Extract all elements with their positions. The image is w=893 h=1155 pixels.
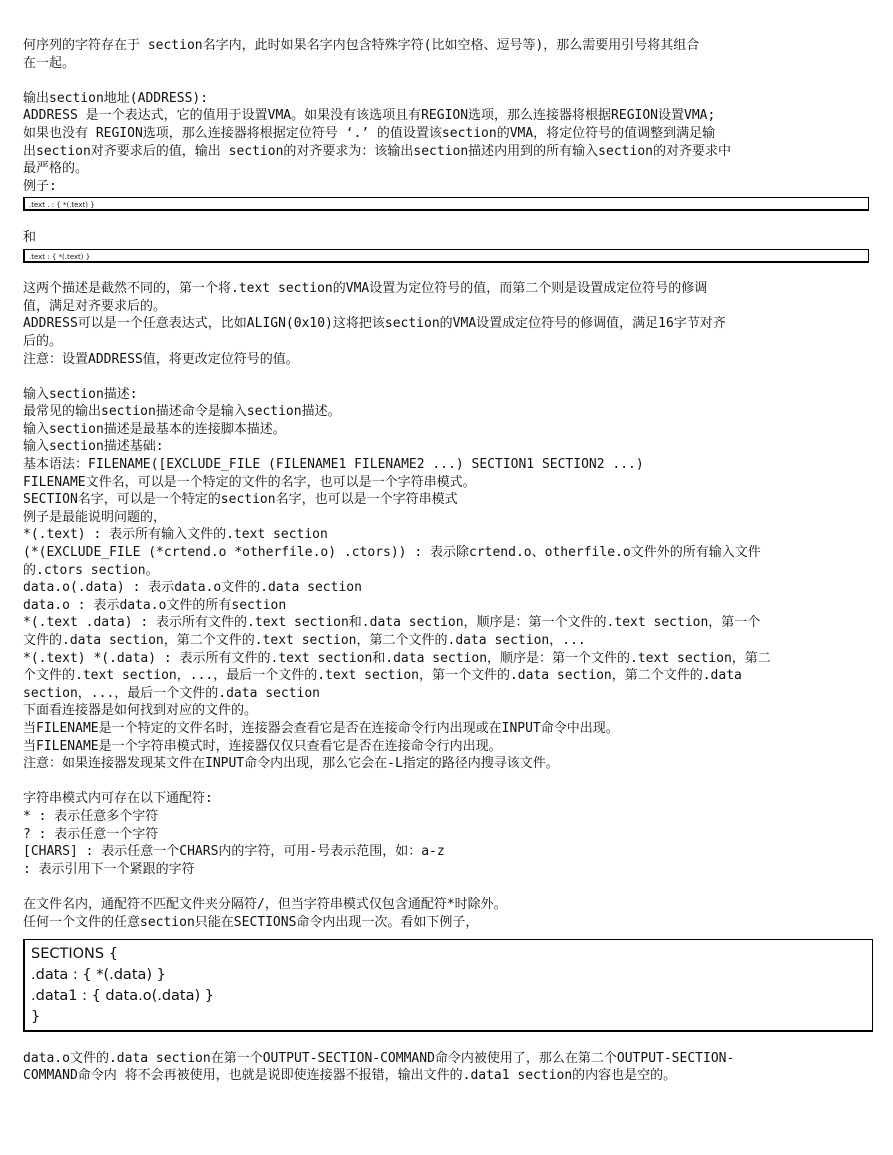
code-line: .data : { *(.data) }: [31, 967, 166, 984]
paragraph-gap: [23, 1032, 873, 1050]
code-line: SECTIONS {: [31, 946, 118, 963]
text-line: 后的。: [23, 333, 63, 349]
text-line: FILENAME文件名，可以是一个特定的文件的名字，也可以是一个字符串模式。: [23, 474, 476, 490]
paragraph: [23, 229, 873, 247]
code-line: .data1 : { data.o(.data) }: [31, 988, 214, 1005]
paragraph: [23, 37, 873, 72]
text-line: 注意：如果连接器发现某文件在INPUT命令内出现，那么它会在-L指定的路径内搜寻该文件。: [23, 756, 559, 772]
text-line: 当FILENAME是一个字符串模式时，连接器仅仅只查看它是否在连接命令行内出现。: [23, 738, 502, 754]
text-line: * : 表示任意多个字符: [23, 808, 159, 824]
text-line: 当FILENAME是一个特定的文件名时，连接器会查看它是否在连接命令行内出现或在INPUT命令中出现。: [23, 720, 619, 736]
text-line: data.o : 表示data.o文件的所有section: [23, 597, 287, 613]
text-line: 输出section地址(ADDRESS):: [23, 90, 209, 106]
text-line: 文件的.data section，第二个文件的.text section，第二个文件的.data section，...: [23, 633, 586, 648]
text-line: 基本语法：FILENAME([EXCLUDE_FILE (FILENAME1 FILENAME2 ...) SECTION1 SECTION2 ...): [23, 457, 644, 473]
text-line: 最严格的。: [23, 161, 89, 177]
text-line: ADDRESS 是一个表达式，它的值用于设置VMA。如果没有该选项且有REGION选项，那么连接器将根据REGION设置VMA;: [23, 108, 716, 124]
paragraph: [23, 90, 873, 196]
paragraph: [23, 386, 873, 773]
text-line: 下面看连接器是如何找到对应的文件的。: [23, 703, 258, 719]
paragraph: [23, 1050, 873, 1085]
text-line: [CHARS] : 表示任意一个CHARS内的字符，可用-号表示范围，如：a-z: [23, 844, 445, 860]
paragraph-gap: [23, 878, 873, 896]
code-snippet: .text . : { *(.text) }: [23, 197, 869, 211]
text-line: 这两个描述是截然不同的，第一个将.text section的VMA设置为定位符号的值，而第二个则是设置成定位符号的修调: [23, 281, 708, 297]
paragraph-gap: [23, 263, 873, 281]
paragraph-gap: [23, 72, 873, 90]
text-line: 如果也没有 REGION选项，那么连接器将根据定位符号 ‘.’ 的值设置该section的VMA，将定位符号的值调整到满足输: [23, 125, 716, 141]
text-line: 和: [23, 229, 37, 245]
text-line: SECTION名字，可以是一个特定的section名字，也可以是一个字符串模式: [23, 492, 458, 508]
paragraph-gap: [23, 211, 873, 229]
code-block: [23, 939, 873, 1032]
text-line: 出section对齐要求后的值，输出 section的对齐要求为：该输出section描述内用到的所有输入section的对齐要求中: [23, 143, 731, 159]
paragraph-gap: [23, 368, 873, 386]
text-line: 何序列的字符存在于 section名字内，此时如果名字内包含特殊字符(比如空格、逗号等)，那么需要用引号将其组合: [23, 38, 700, 53]
text-line: section，...，最后一个文件的.data section: [23, 685, 321, 701]
text-line: 例子:: [23, 178, 57, 194]
code-line: }: [31, 1009, 41, 1026]
paragraph-gap: [23, 773, 873, 791]
text-line: data.o文件的.data section在第一个OUTPUT-SECTION-COMMAND命令内被使用了，那么在第二个OUTPUT-SECTION-: [23, 1050, 735, 1066]
text-line: 值，满足对齐要求后的。: [23, 298, 167, 314]
text-line: ? : 表示任意一个字符: [23, 826, 159, 842]
document-body: [23, 37, 873, 1085]
text-line: 的.ctors section。: [23, 562, 159, 578]
text-line: 任何一个文件的任意section只能在SECTIONS命令内出现一次。看如下例子，: [23, 914, 479, 930]
paragraph: [23, 280, 873, 368]
text-line: 个文件的.text section，...，最后一个文件的.text section，第一个文件的.data section，第二个文件的.data: [23, 668, 742, 684]
text-line: 在一起。: [23, 55, 76, 71]
text-line: ADDRESS可以是一个任意表达式，比如ALIGN(0x10)这将把该section的VMA设置成定位符号的修调值，满足16字节对齐: [23, 316, 726, 332]
text-line: 输入section描述:: [23, 386, 138, 402]
text-line: : 表示引用下一个紧跟的字符: [23, 861, 195, 877]
text-line: 在文件名内，通配符不匹配文件夹分隔符/，但当字符串模式仅包含通配符*时除外。: [23, 896, 507, 912]
text-line: 字符串模式内可存在以下通配符:: [23, 791, 213, 807]
text-line: COMMAND命令内 将不会再被使用，也就是说即使连接器不报错，输出文件的.data1 section的内容也是空的。: [23, 1068, 677, 1084]
text-line: (*(EXCLUDE_FILE (*crtend.o *otherfile.o) .ctors)) : 表示除crtend.o、otherfile.o文件外的所有输入文件: [23, 545, 761, 561]
paragraph: [23, 896, 873, 931]
text-line: 例子是最能说明问题的，: [23, 509, 167, 525]
text-line: 输入section描述基础:: [23, 439, 164, 455]
text-line: 最常见的输出section描述命令是输入section描述。: [23, 404, 341, 420]
text-line: *(.text) : 表示所有输入文件的.text section: [23, 527, 328, 543]
text-line: *(.text .data) : 表示所有文件的.text section和.data section，顺序是：第一个文件的.text section，第一个: [23, 615, 761, 631]
text-line: *(.text) *(.data) : 表示所有文件的.text section和.data section，顺序是：第一个文件的.text section，第二: [23, 650, 771, 666]
paragraph: [23, 790, 873, 878]
text-line: 输入section描述是最基本的连接脚本描述。: [23, 421, 286, 437]
text-line: data.o(.data) : 表示data.o文件的.data section: [23, 580, 362, 596]
code-snippet: .text : { *(.text) }: [23, 249, 869, 263]
text-line: 注意：设置ADDRESS值，将更改定位符号的值。: [23, 351, 299, 367]
